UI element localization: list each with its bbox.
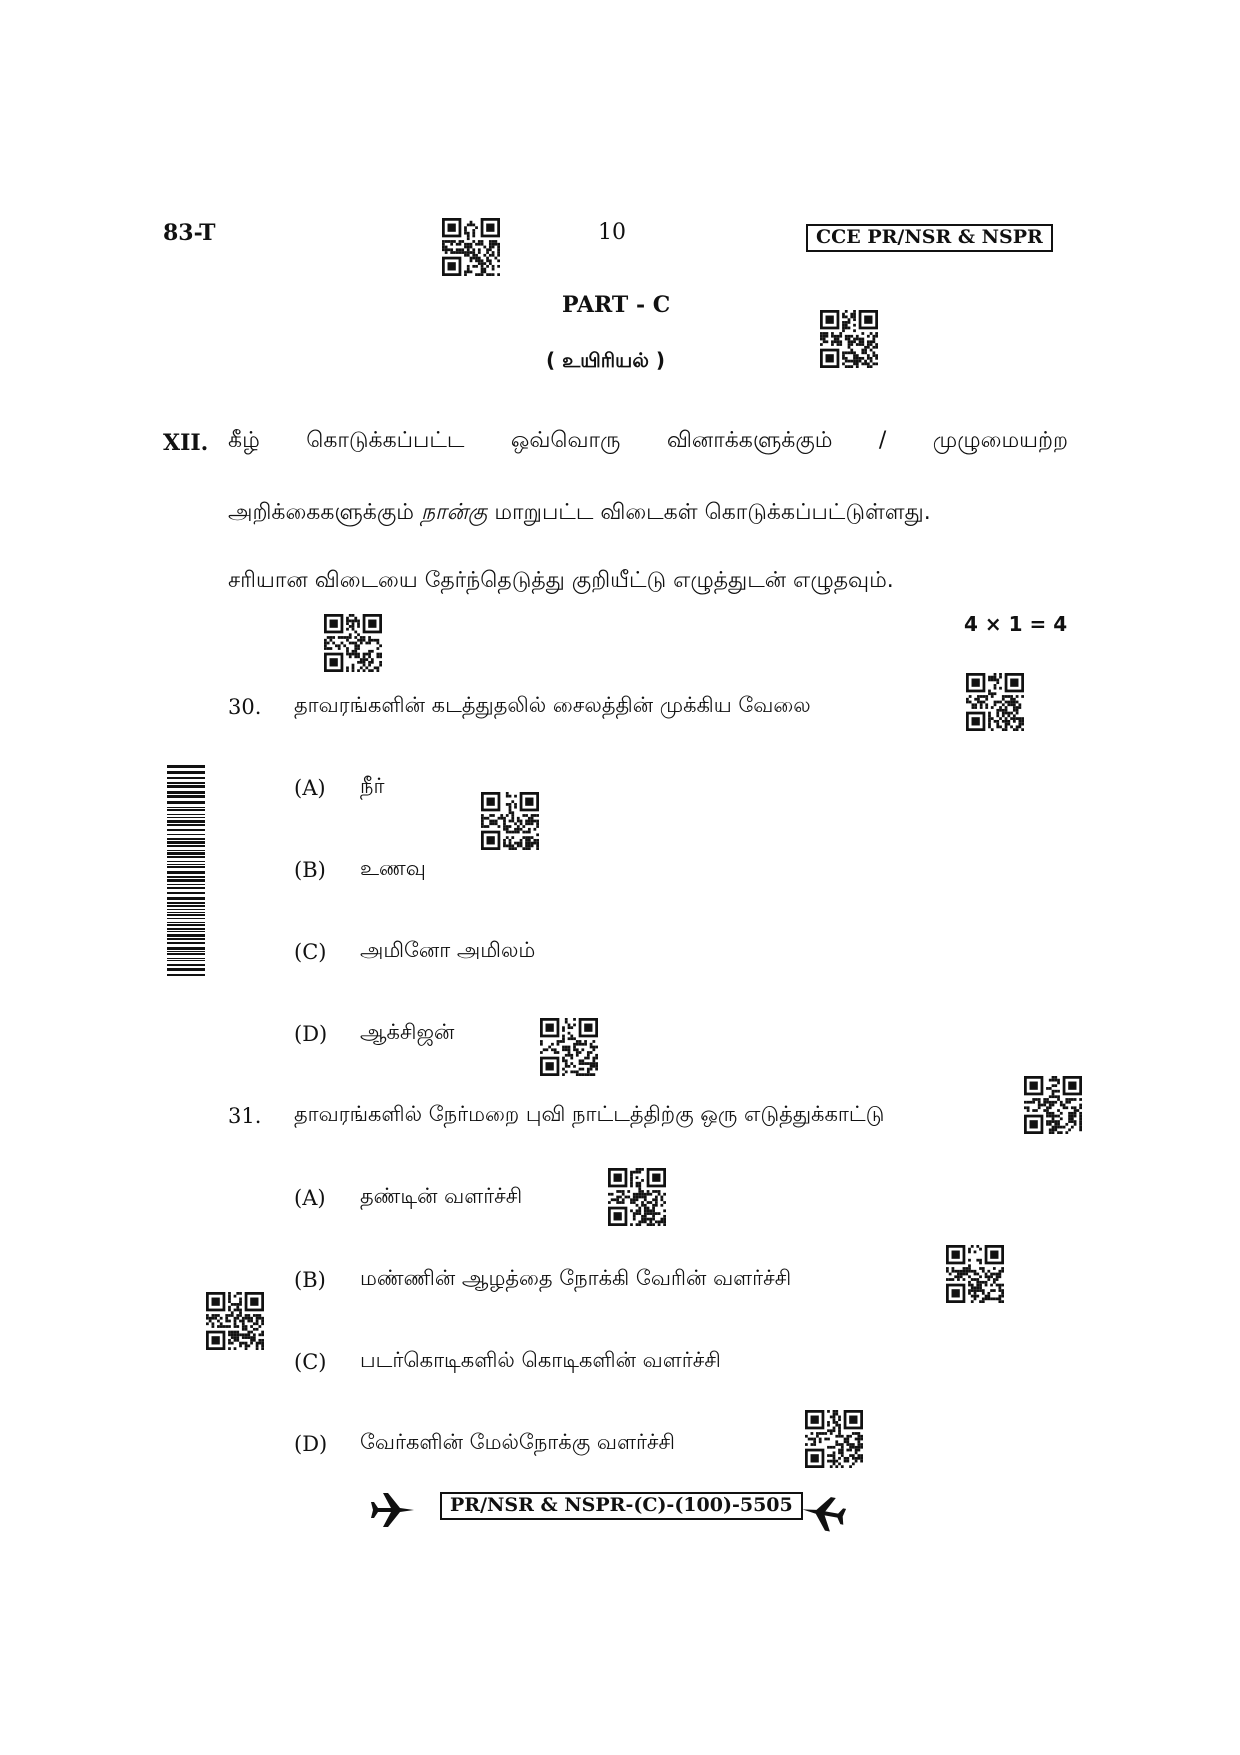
barcode-graphic	[167, 765, 205, 977]
section-roman: XII.	[163, 430, 209, 456]
instruction-line-1: கீழ் கொடுக்கப்பட்ட ஒவ்வொரு வினாக்களுக்கும் / முழுமையற்ற	[228, 428, 1068, 453]
option-text: தண்டின் வளர்ச்சி	[360, 1184, 523, 1208]
qr-code-graphic	[805, 1410, 863, 1468]
qr-code-icon	[946, 1245, 1004, 1307]
qr-code-icon	[820, 310, 878, 372]
qr-code-graphic	[481, 792, 539, 850]
option-text: உணவு	[360, 856, 426, 880]
qr-code-icon	[966, 673, 1024, 735]
paper-code: 83-T	[163, 220, 216, 246]
question-number: 31.	[228, 1104, 262, 1128]
qr-code-graphic	[966, 673, 1024, 731]
qr-code-icon	[540, 1018, 598, 1080]
option-text: ஆக்சிஜன்	[360, 1020, 455, 1044]
option-text: வேர்களின் மேல்நோக்கு வளர்ச்சி	[360, 1430, 675, 1454]
option-letter: (B)	[294, 1268, 326, 1292]
airplane-icon-graphic	[800, 1490, 846, 1536]
marks-scheme: 4 × 1 = 4	[964, 612, 1068, 636]
qr-code-graphic	[206, 1292, 264, 1350]
instruction-line-3: சரியான விடையை தேர்ந்தெடுத்து குறியீட்டு எழுத்துடன் எழுதவும்.	[228, 568, 894, 593]
page-number: 10	[598, 220, 626, 245]
option-letter: (B)	[294, 858, 326, 882]
qr-code-graphic	[608, 1168, 666, 1226]
airplane-icon-graphic	[370, 1487, 416, 1533]
question-text: தாவரங்களில் நேர்மறை புவி நாட்டத்திற்கு ஒரு எடுத்துக்காட்டு	[294, 1102, 885, 1126]
footer-code-box: PR/NSR & NSPR-(C)-(100)-5505	[440, 1492, 803, 1520]
question-text: தாவரங்களின் கடத்துதலில் சைலத்தின் முக்கிய வேலை	[294, 693, 811, 717]
qr-code-icon	[324, 614, 382, 676]
series-box: CCE PR/NSR & NSPR	[806, 224, 1053, 252]
qr-code-graphic	[946, 1245, 1004, 1303]
option-text: அமினோ அமிலம்	[360, 938, 536, 962]
qr-code-graphic	[324, 614, 382, 672]
qr-code-graphic	[540, 1018, 598, 1076]
question-number: 30.	[228, 695, 262, 719]
option-letter: (D)	[294, 1022, 328, 1046]
option-text: நீர்	[360, 774, 385, 798]
qr-code-graphic	[1024, 1076, 1082, 1134]
part-title: PART - C	[562, 292, 671, 318]
option-text: படர்கொடிகளில் கொடிகளின் வளர்ச்சி	[360, 1348, 721, 1372]
qr-code-graphic	[820, 310, 878, 368]
qr-code-icon	[608, 1168, 666, 1230]
option-letter: (C)	[294, 1350, 327, 1374]
qr-code-icon	[1024, 1076, 1082, 1138]
option-text: மண்ணின் ஆழத்தை நோக்கி வேரின் வளர்ச்சி	[360, 1266, 792, 1290]
airplane-icon	[370, 1487, 416, 1537]
option-letter: (C)	[294, 940, 327, 964]
qr-code-graphic	[442, 218, 500, 276]
subject-title: ( உயிரியல் )	[546, 348, 666, 372]
qr-code-icon	[481, 792, 539, 854]
airplane-icon	[800, 1490, 846, 1540]
option-letter: (D)	[294, 1432, 328, 1456]
option-letter: (A)	[294, 1186, 326, 1210]
qr-code-icon	[206, 1292, 264, 1354]
barcode-icon	[167, 765, 205, 981]
qr-code-icon	[805, 1410, 863, 1472]
option-letter: (A)	[294, 776, 326, 800]
instruction-line-2-b: மாறுபட்ட விடைகள் கொடுக்கப்பட்டுள்ளது.	[487, 500, 931, 525]
instruction-line-2-a: அறிக்கைகளுக்கும்	[228, 500, 421, 525]
instruction-line-2-italic: நான்கு	[420, 500, 488, 525]
instruction-line-2	[228, 500, 931, 528]
qr-code-icon	[442, 218, 500, 280]
